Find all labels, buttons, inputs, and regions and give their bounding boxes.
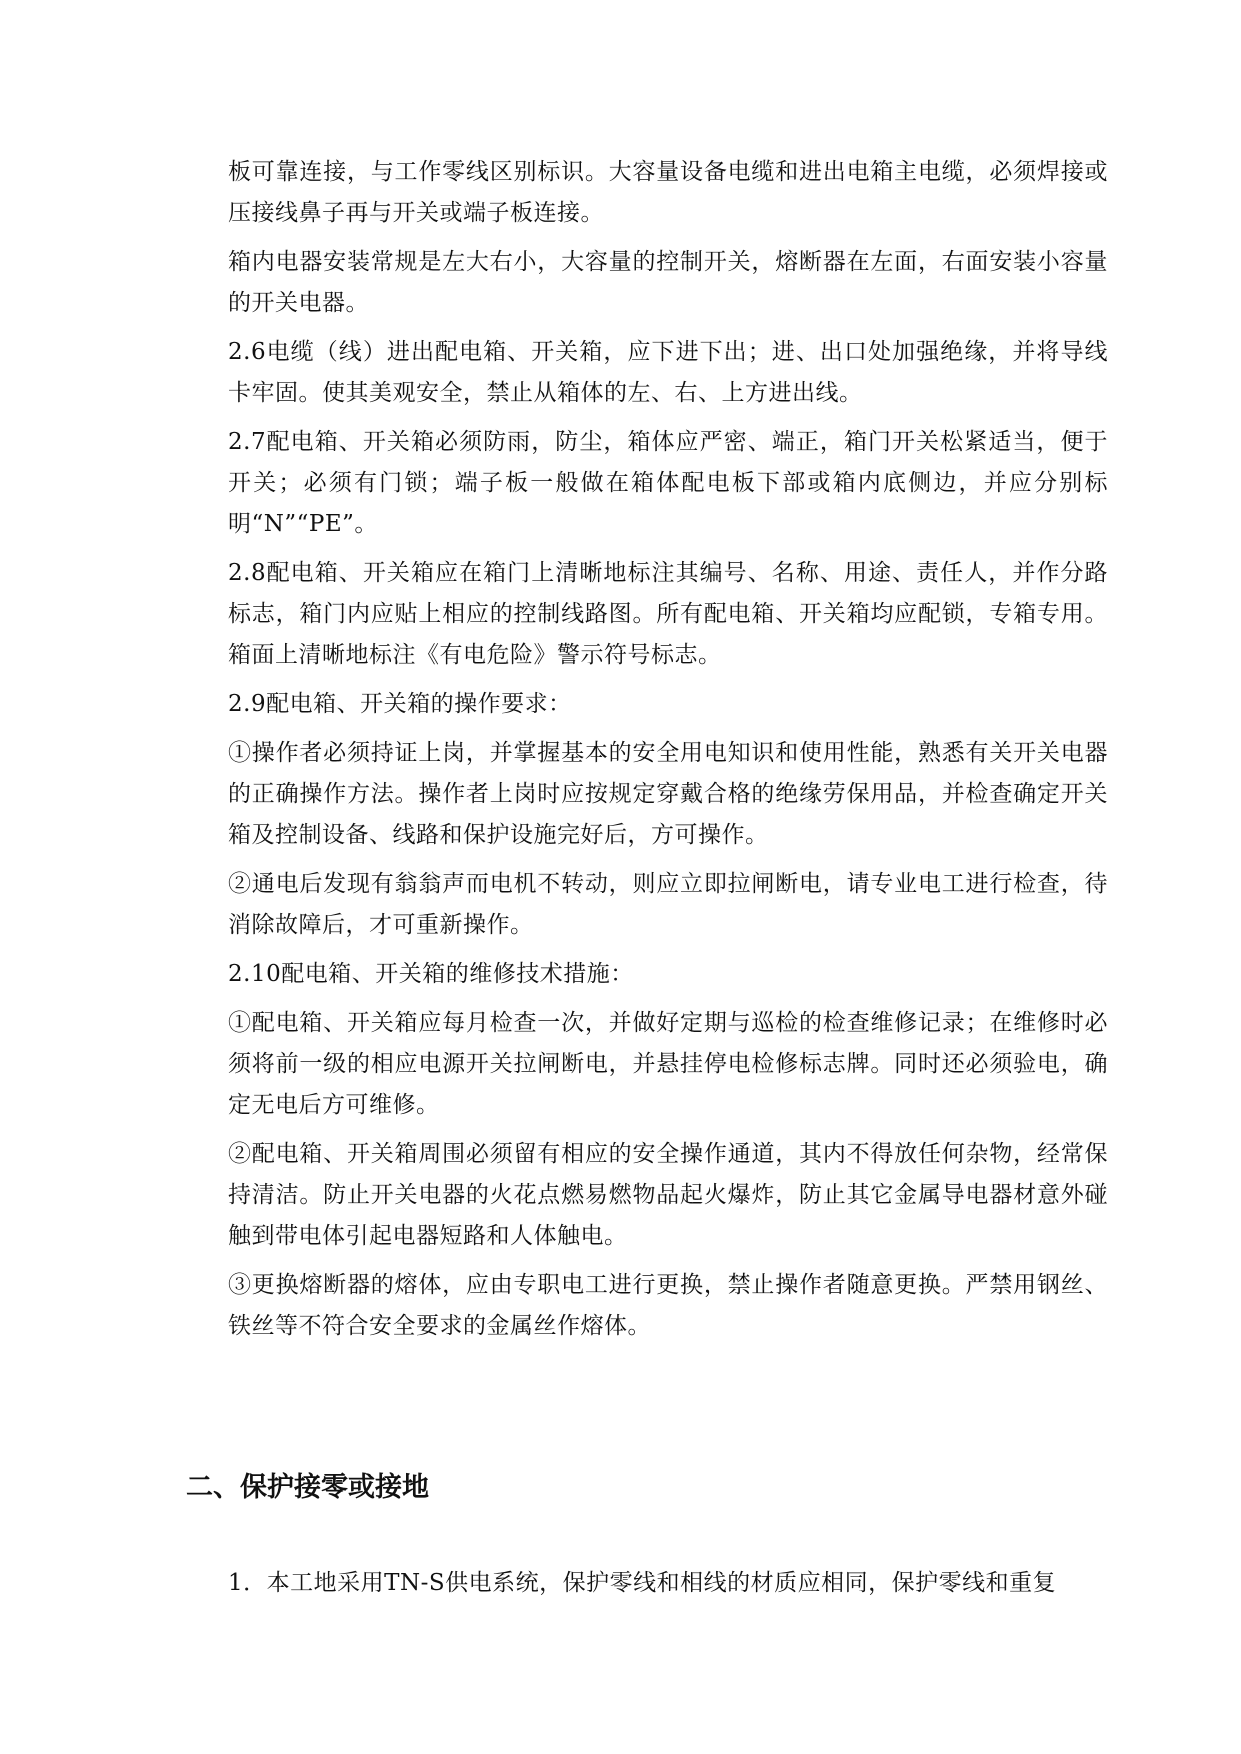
paragraph: ③更换熔断器的熔体，应由专职电工进行更换，禁止操作者随意更换。严禁用钢丝、铁丝等不符合安全要求的金属丝作熔体。 xyxy=(228,1272,1108,1339)
paragraph: 2.6电缆（线）进出配电箱、开关箱，应下进下出；进、出口处加强绝缘，并将导线卡牢固。使其美观安全，禁止从箱体的左、右、上方进出线。 xyxy=(228,339,1108,406)
paragraph: ①配电箱、开关箱应每月检查一次，并做好定期与巡检的检查维修记录；在维修时必须将前一级的相应电源开关拉闸断电，并悬挂停电检修标志牌。同时还必须验电，确定无电后方可维修。 xyxy=(228,1010,1108,1118)
paragraph: 2.10配电箱、开关箱的维修技术措施： xyxy=(228,961,634,987)
paragraph: ①操作者必须持证上岗，并掌握基本的安全用电知识和使用性能，熟悉有关开关电器的正确操作方法。操作者上岗时应按规定穿戴合格的绝缘劳保用品，并检查确定开关箱及控制设备、线路和保护设施完好后，方可操作。 xyxy=(228,740,1108,848)
section-heading: 二、保护接零或接地 xyxy=(186,1472,429,1503)
section-body xyxy=(228,1563,1108,1612)
paragraph: 板可靠连接，与工作零线区别标识。大容量设备电缆和进出电箱主电缆，必须焊接或压接线鼻子再与开关或端子板连接。 xyxy=(228,159,1108,226)
paragraph: 箱内电器安装常规是左大右小，大容量的控制开关，熔断器在左面，右面安装小容量的开关电器。 xyxy=(228,249,1108,316)
paragraph: ②配电箱、开关箱周围必须留有相应的安全操作通道，其内不得放任何杂物，经常保持清洁。防止开关电器的火花点燃易燃物品起火爆炸，防止其它金属导电器材意外碰触到带电体引起电器短路和人体触电。 xyxy=(228,1141,1108,1249)
paragraph: 1．本工地采用TN-S供电系统，保护零线和相线的材质应相同，保护零线和重复 xyxy=(228,1570,1057,1596)
paragraph: ②通电后发现有翁翁声而电机不转动，则应立即拉闸断电，请专业电工进行检查，待消除故障后，才可重新操作。 xyxy=(228,871,1108,938)
paragraph: 2.9配电箱、开关箱的操作要求： xyxy=(228,691,572,717)
body-text xyxy=(228,152,1108,1355)
paragraph: 2.8配电箱、开关箱应在箱门上清晰地标注其编号、名称、用途、责任人，并作分路标志，箱门内应贴上相应的控制线路图。所有配电箱、开关箱均应配锁，专箱专用。箱面上清晰地标注《有电危险》警示符号标志。 xyxy=(228,560,1108,668)
paragraph: 2.7配电箱、开关箱必须防雨，防尘，箱体应严密、端正，箱门开关松紧适当，便于开关；必须有门锁；端子板一般做在箱体配电板下部或箱内底侧边，并应分别标明“N”“PE”。 xyxy=(228,429,1108,537)
